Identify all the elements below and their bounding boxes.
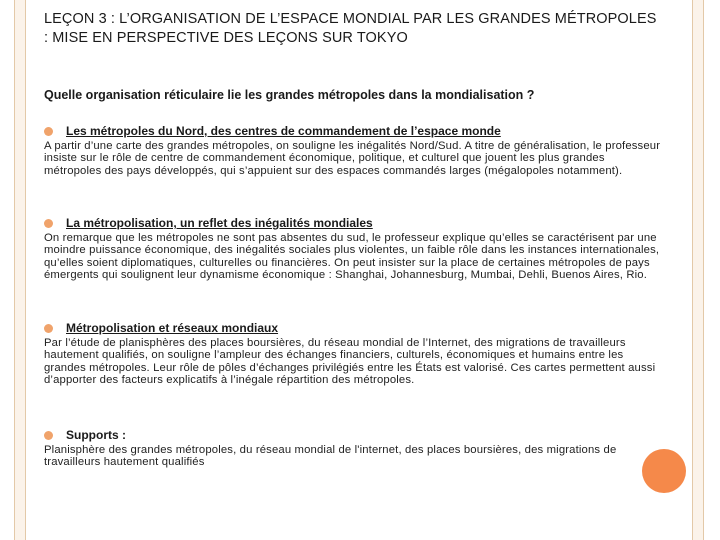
section-body: Planisphère des grandes métropoles, du réseau mondial de l'internet, des places boursières, des migrations de travailleurs hautement qualifiés	[44, 444, 617, 469]
decorative-circle	[642, 449, 686, 493]
bullet-icon	[44, 324, 53, 333]
section-heading: Métropolisation et réseaux mondiaux	[66, 321, 279, 335]
guiding-question: Quelle organisation réticulaire lie les grandes métropoles dans la mondialisation ?	[44, 88, 535, 102]
section-body: Par l’étude de planisphères des places boursières, du réseau mondial de l’Internet, des migrations de travailleurs hautement qualifiés, on souligne l’ampleur des échanges financiers, culturels, économiques et humains entre les grandes métropoles. Leur rôle de pôles d’échanges privilégiés entre les États est valorisé. Ces cartes permettent aussi d’apporter des facteurs explicatifs à l’inégale répartition des métropoles.	[44, 337, 656, 387]
section-heading: Les métropoles du Nord, des centres de commandement de l’espace monde	[66, 124, 501, 138]
section-heading: La métropolisation, un reflet des inégalités mondiales	[66, 216, 373, 230]
section-heading: Supports :	[66, 428, 126, 442]
section-north-metropolises	[44, 124, 664, 177]
section-supports	[44, 428, 664, 469]
bullet-icon	[44, 431, 53, 440]
bullet-icon	[44, 219, 53, 228]
slide-title: LEÇON 3 : L’ORGANISATION DE L’ESPACE MONDIAL PAR LES GRANDES MÉTROPOLES : MISE EN PERSPECTIVE DES LEÇONS SUR TOKYO	[44, 11, 657, 46]
section-global-networks	[44, 321, 664, 387]
right-decorative-border	[692, 0, 704, 540]
section-body: On remarque que les métropoles ne sont pas absentes du sud, le professeur explique qu’elles se caractérisent par une moindre puissance économique, des inégalités sociales plus violentes, un faible rôle dans les instances internationales, qu’elles soient diplomatiques, culturelles ou financières. On peut insister sur la place de certaines métropoles de pays émergents qui soulignent leur dynamisme économique : Shanghai, Johannesburg, Mumbai, Dehli, Buenos Aires, Rio.	[44, 232, 660, 282]
bullet-icon	[44, 127, 53, 136]
left-decorative-border	[14, 0, 26, 540]
section-body: A partir d’une carte des grandes métropoles, on souligne les inégalités Nord/Sud. A titre de généralisation, le professeur insiste sur le rôle de centre de commandement économique, politique, et culturel que jouent les plus grandes métropoles des pays développés, qui s’appuient sur des espaces commandés larges (mégalopoles notamment).	[44, 140, 661, 177]
section-metropolisation-inequalities	[44, 216, 664, 282]
